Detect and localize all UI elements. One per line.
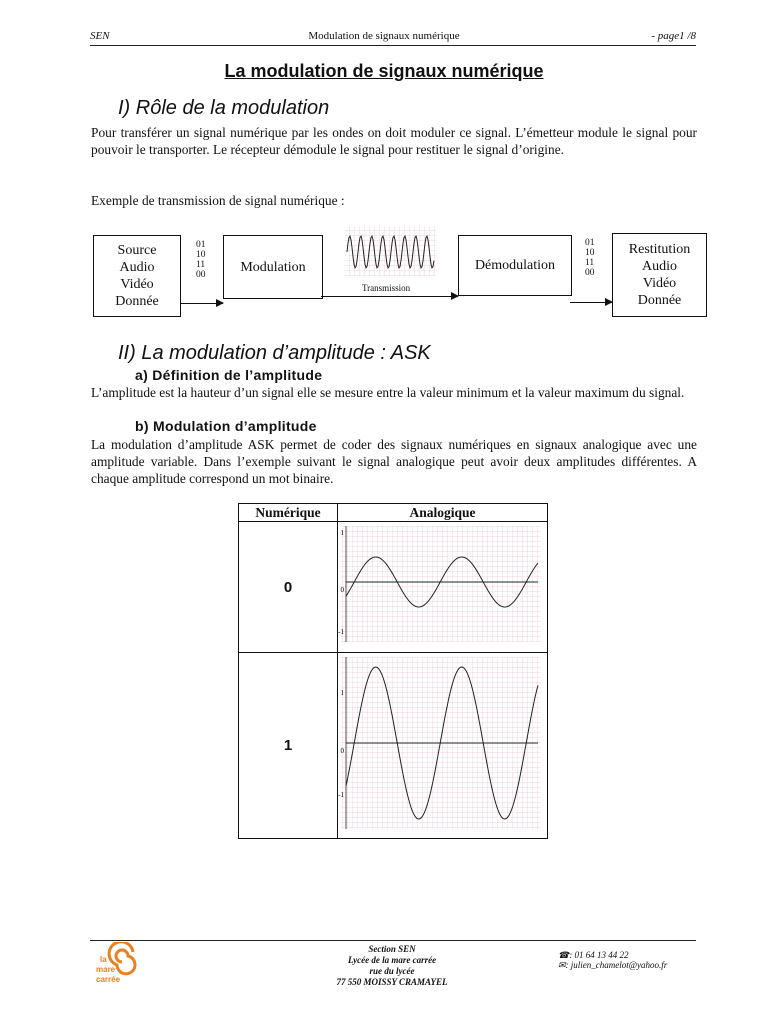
restitution-box bbox=[612, 233, 707, 317]
table-row bbox=[239, 522, 548, 653]
modulated-wave bbox=[345, 226, 436, 276]
footer-line: 77 550 MOISSY CRAMAYEL bbox=[336, 977, 448, 987]
source-box bbox=[93, 235, 181, 317]
footer-line: rue du lycée bbox=[369, 966, 415, 976]
ask-table bbox=[238, 503, 548, 839]
footer-line: Section SEN bbox=[368, 944, 416, 954]
modulation-box bbox=[223, 235, 323, 299]
column-header-analog: Analogique bbox=[338, 504, 548, 522]
source-line: Audio bbox=[119, 260, 155, 275]
footer-email: ✉: julien_chamelot@yahoo.fr bbox=[558, 960, 668, 970]
section-2-heading: II) La modulation d’amplitude : ASK bbox=[118, 342, 431, 364]
bit-word: 00 bbox=[585, 268, 595, 278]
tick-label: 0 bbox=[340, 586, 344, 594]
footer-phone: ☎: 01 64 13 44 22 bbox=[558, 950, 629, 960]
bit-word: 11 bbox=[196, 260, 206, 270]
analog-cell bbox=[338, 522, 548, 653]
bit-word: 10 bbox=[585, 248, 595, 258]
table-row bbox=[239, 653, 548, 839]
modulation-label: Modulation bbox=[240, 259, 306, 275]
demodulation-box bbox=[458, 235, 572, 296]
digit-cell: 0 bbox=[239, 522, 338, 653]
subsection-b-heading: b) Modulation d’amplitude bbox=[135, 418, 317, 434]
source-line: Source bbox=[117, 243, 157, 258]
page-title: La modulation de signaux numérique bbox=[224, 61, 544, 81]
column-header-numeric: Numérique bbox=[239, 504, 338, 522]
phone-icon: ☎ bbox=[558, 950, 570, 960]
header-left: SEN bbox=[90, 30, 110, 42]
footer-line: Lycée de la mare carrée bbox=[347, 955, 437, 965]
source-line: Donnée bbox=[115, 294, 159, 309]
transmission-label: Transmission bbox=[362, 283, 411, 293]
bit-word: 10 bbox=[196, 250, 206, 260]
source-line: Vidéo bbox=[120, 277, 154, 292]
tick-label: -1 bbox=[338, 791, 344, 799]
footer-rule bbox=[90, 940, 696, 941]
svg-text:carrée: carrée bbox=[96, 975, 121, 984]
analog-signal-1 bbox=[338, 653, 544, 833]
subsection-a-paragraph: L’amplitude est la hauteur d’un signal elle se mesure entre la valeur minimum et la valeur maximum du signal. bbox=[91, 385, 685, 400]
header-page-number: - page1 /8 bbox=[651, 30, 696, 42]
svg-text:la: la bbox=[100, 955, 107, 964]
subsection-a-heading: a) Définition de l’amplitude bbox=[135, 367, 323, 383]
svg-text:mare: mare bbox=[96, 965, 116, 974]
arrow-source-to-modulation bbox=[180, 303, 223, 304]
restitution-line: Donnée bbox=[637, 293, 682, 308]
email-icon: ✉ bbox=[558, 960, 566, 970]
bit-word: 01 bbox=[585, 238, 595, 248]
bits-in bbox=[196, 240, 206, 280]
header-rule bbox=[90, 45, 696, 46]
bit-word: 01 bbox=[196, 240, 206, 250]
header-title: Modulation de signaux numérique bbox=[308, 30, 460, 42]
footer-contact bbox=[558, 950, 667, 970]
demodulation-label: Démodulation bbox=[474, 258, 556, 273]
arrow-demodulation-to-restitution bbox=[570, 302, 612, 303]
bits-out bbox=[585, 238, 595, 278]
tick-label: 0 bbox=[340, 747, 344, 755]
restitution-line: Restitution bbox=[628, 242, 691, 257]
bit-word: 00 bbox=[196, 270, 206, 280]
digit-cell: 1 bbox=[239, 653, 338, 839]
restitution-line: Audio bbox=[642, 259, 677, 274]
tick-label: 1 bbox=[340, 529, 344, 537]
section-1-paragraph: Pour transférer un signal numérique par les ondes on doit moduler ce signal. L’émetteur module le signal pour pouvoir le transporter. Le récepteur démodule le signal pour restituer le signal d’origine. bbox=[91, 125, 697, 157]
bit-word: 11 bbox=[585, 258, 595, 268]
section-1-heading: I) Rôle de la modulation bbox=[118, 97, 330, 119]
tick-label: 1 bbox=[340, 689, 344, 697]
arrow-transmission bbox=[321, 296, 458, 297]
subsection-b-paragraph: La modulation d’amplitude ASK permet de coder des signaux numériques en signaux analogique avec une amplitude variable. Dans l’exemple suivant le signal analogique peut avoir deux amplitudes différentes. A chaque amplitude correspond un mot binaire. bbox=[91, 437, 697, 486]
example-label: Exemple de transmission de signal numérique : bbox=[91, 193, 345, 208]
restitution-line: Vidéo bbox=[642, 276, 677, 291]
tick-label: -1 bbox=[338, 628, 344, 636]
analog-signal-0 bbox=[338, 522, 544, 647]
analog-cell bbox=[338, 653, 548, 839]
